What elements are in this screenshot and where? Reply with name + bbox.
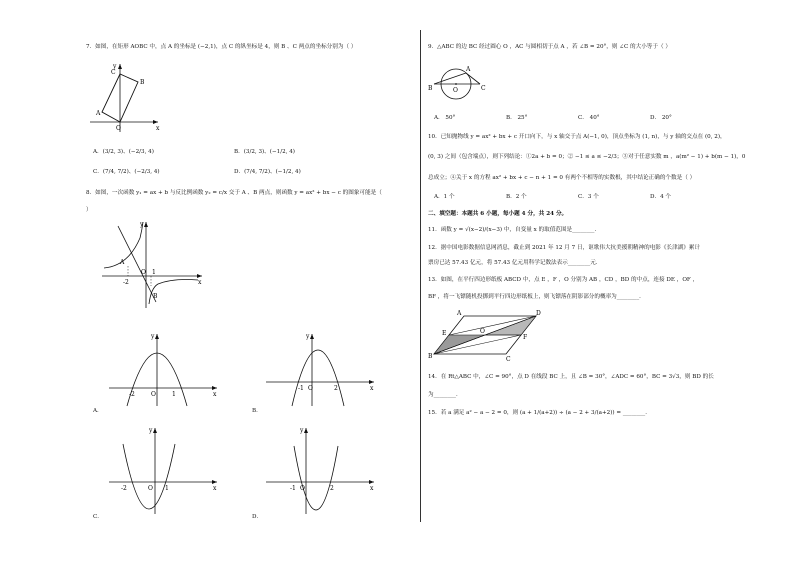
q8-graph-a-label: A．	[93, 408, 103, 414]
q13-line2: BF ，将一飞镖随机投掷到平行四边形纸板上，则飞镖落在阴影部分的概率为________．	[428, 294, 645, 300]
q8-label-neg2: -2	[123, 279, 129, 286]
q15-stem: 15．若 a 满足 a² − a − 2 = 0，则 (a + 1/(a+2)) ÷ (a − 2 + 3/(a+2)) = ________．	[428, 410, 651, 416]
svg-text:x: x	[370, 485, 374, 492]
q13-label-o: O	[480, 328, 485, 335]
q7-option-a: A．(3/2, 3)、(−2/3, 4)	[93, 149, 154, 155]
svg-text:1: 1	[165, 485, 169, 492]
q7-option-c: C．(7/4, 7/2)、(−2/3, 4)	[93, 169, 160, 175]
q8-label-x: x	[198, 279, 202, 286]
q10-line3: 总成立；④关于 x 的方程 ax² + bx + c − n + 1 = 0 有两个不相等的实数根，其中结论正确的个数是（ ）	[428, 175, 696, 181]
q10-option-a: A．1 个	[434, 194, 455, 200]
q7-label-o: O	[116, 125, 121, 132]
q8-stem: 8．如图，一次函数 y₁ = ax + b 与反比例函数 y₂ = c/x 交于 A 、B 两点，则函数 y = ax² + bx − c 的图象可能是（	[86, 190, 382, 196]
q7-label-c: C	[111, 69, 116, 76]
q8-graph-d	[262, 424, 378, 516]
q9-label-o: O	[453, 87, 458, 94]
q7-option-b: B．(3/2, 3)、(−1/2, 4)	[234, 149, 295, 155]
svg-text:O: O	[300, 485, 305, 492]
svg-text:-1: -1	[290, 485, 296, 492]
q9-label-a: A	[466, 66, 471, 73]
svg-text:x: x	[370, 385, 374, 392]
q8-graph-b	[262, 330, 378, 408]
q8-figure	[98, 218, 208, 310]
q8-label-a: A	[120, 259, 125, 266]
q7-label-b: B	[140, 79, 145, 86]
q10-option-d: D．4 个	[650, 194, 672, 200]
q8-label-b: B	[153, 293, 158, 300]
q9-option-a: A． 50°	[434, 115, 456, 121]
q12-line1: 12．据中国电影数据信息网消息，截止到 2021 年 12 月 7 日，讴歌伟大抗美援朝精神的电影《长津湖》累计	[428, 245, 701, 251]
q7-stem: 7．如图，在矩形 AOBC 中，点 A 的坐标是 (−2,1)，点 C 的纵坐标是 4，则 B 、C 两点的坐标分别为（ ）	[86, 44, 357, 50]
q13-label-c: C	[506, 356, 511, 363]
q8-label-o: O	[141, 269, 146, 276]
q10-option-c: C．3 个	[578, 194, 599, 200]
svg-text:-1: -1	[298, 385, 304, 392]
svg-text:O: O	[151, 391, 156, 398]
svg-text:y: y	[306, 333, 310, 340]
q13-label-f: F	[523, 334, 528, 341]
q8-graph-c	[105, 424, 221, 516]
q9-figure	[428, 62, 492, 100]
svg-text:x: x	[213, 391, 217, 398]
q13-label-a: A	[457, 310, 462, 317]
q13-label-e: E	[442, 330, 447, 337]
svg-text:2: 2	[330, 485, 334, 492]
column-divider	[420, 30, 421, 522]
q7-label-a: A	[96, 110, 101, 117]
q7-option-d: D．(7/4, 7/2)、(−1/2, 4)	[234, 169, 301, 175]
q9-option-d: D． 20°	[650, 115, 672, 121]
q10-line2: (0, 3) 之间（包含端点），则下列结论：①2a + b = 0；② −1 ≤ a ≤ −2/3；③对于任意实数 m ，a(m² − 1) + b(m − 1)，0	[428, 154, 746, 160]
q11-stem: 11．函数 y = √(x−2)/(x−3) 中，自变量 x 的取值范围是________．	[428, 227, 601, 233]
q10-line1: 10．已知抛物线 y = ax² + bx + c 开口向下，与 x 轴交于点 A(−1, 0)，顶点坐标为 (1, n)，与 y 轴的交点在 (0, 2)，	[428, 134, 726, 140]
q13-figure	[428, 306, 546, 363]
q13-line1: 13．如图，在平行四边形纸板 ABCD 中，点 E ，F ，O 分别为 AB ，CD ，BD 的中点，连接 DE ，OF ，	[428, 277, 699, 283]
svg-text:y: y	[149, 427, 153, 434]
q7-label-x: x	[156, 125, 160, 132]
q8-graph-c-label: C．	[93, 514, 103, 520]
q8-graph-b-label: B．	[252, 408, 262, 414]
q10-option-b: B．2 个	[506, 194, 527, 200]
q8-stem-close: ）	[86, 207, 92, 213]
svg-text:O: O	[148, 485, 153, 492]
q9-option-b: B． 25°	[506, 115, 528, 121]
q7-label-y: y	[113, 63, 117, 70]
svg-text:2: 2	[334, 385, 338, 392]
svg-text:y: y	[151, 333, 155, 340]
section-fill-in-heading: 二、填空题：本题共 6 小题，每小题 4 分，共 24 分。	[428, 211, 568, 217]
svg-text:x: x	[213, 485, 217, 492]
q12-line2: 票房已达 57.43 亿元，将 57.43 亿元用科学记数法表示________元．	[428, 260, 602, 266]
svg-text:-2: -2	[121, 485, 127, 492]
svg-text:-2: -2	[129, 391, 135, 398]
svg-text:O: O	[308, 385, 313, 392]
q14-line1: 14．在 Rt△ABC 中，∠C = 90°，点 D 在线段 BC 上，且 ∠B = 30°，∠ADC = 60°，BC = 3√3，则 BD 的长	[428, 374, 714, 380]
q9-label-b: B	[428, 85, 433, 92]
q8-label-one: 1	[152, 269, 156, 276]
q9-label-c: C	[481, 85, 486, 92]
q8-graph-d-label: D．	[252, 514, 263, 520]
q9-option-c: C． 40°	[578, 115, 600, 121]
q13-label-b: B	[428, 353, 433, 360]
q7-figure	[86, 58, 166, 136]
q8-graph-a	[105, 330, 221, 408]
q13-label-d: D	[536, 310, 541, 317]
q8-label-y: y	[140, 221, 144, 228]
q9-stem: 9．△ABC 的边 BC 经过圆心 O ，AC 与圆相切于点 A ，若 ∠B = 20°，则 ∠C 的大小等于（ ）	[428, 44, 671, 50]
svg-text:y: y	[300, 427, 304, 434]
svg-text:1: 1	[172, 391, 176, 398]
q14-line2: 为________．	[428, 392, 462, 398]
